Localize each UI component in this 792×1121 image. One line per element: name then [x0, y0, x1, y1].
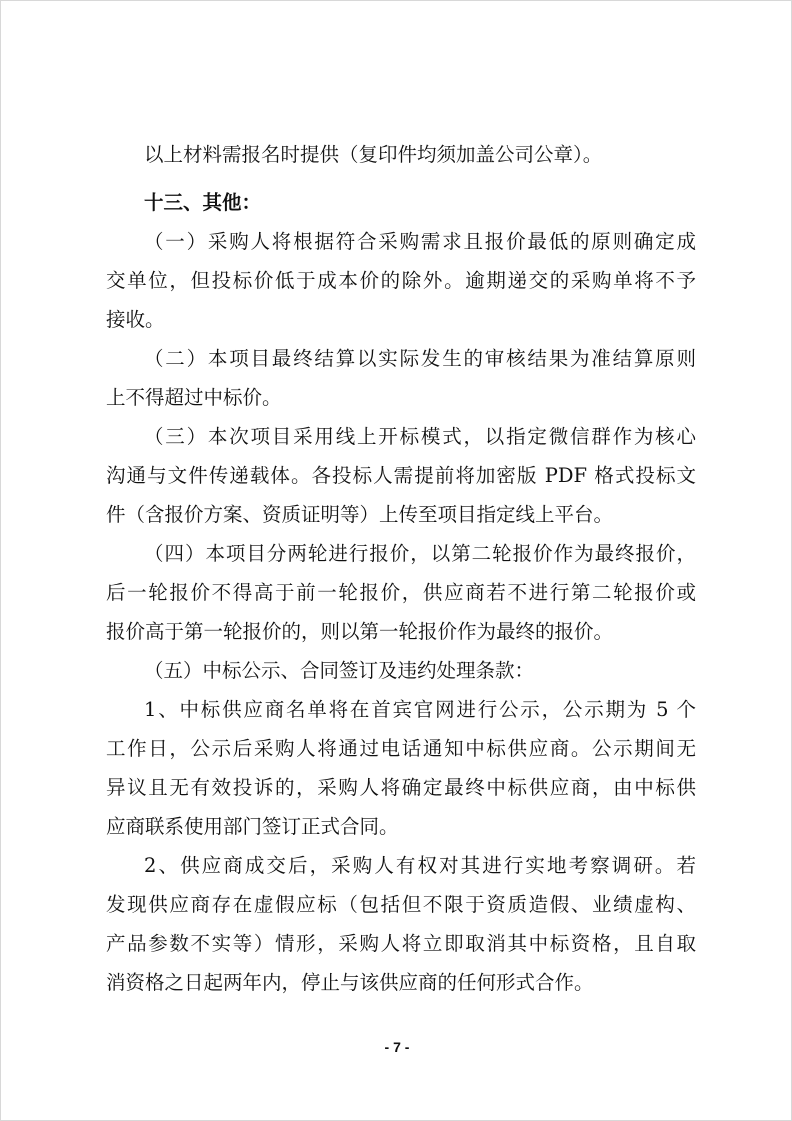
clause-1-line-1: （一）采购人将根据符合采购需求且报价最低的原则确定成 — [144, 230, 696, 253]
item-2-line-4: 消资格之日起两年内，停止与该供应商的任何形式合作。 — [106, 971, 594, 994]
paragraph-materials-note: 以上材料需报名时提供（复印件均须加盖公司公章）。 — [144, 143, 603, 166]
clause-5-heading: （五）中标公示、合同签订及违约处理条款： — [144, 659, 535, 682]
item-2-line-1: 2、供应商成交后，采购人有权对其进行实地考察调研。若 — [144, 854, 696, 877]
clause-4-line-2: 后一轮报价不得高于前一轮报价，供应商若不进行第二轮报价或 — [106, 581, 696, 604]
clause-1-line-3: 接收。 — [106, 308, 165, 331]
item-1-line-1: 1、中标供应商名单将在首宾官网进行公示，公示期为 5 个 — [144, 698, 696, 721]
clause-4-line-3: 报价高于第一轮报价的，则以第一轮报价作为最终的报价。 — [106, 620, 614, 643]
clause-1-line-2: 交单位，但投标价低于成本价的除外。逾期递交的采购单将不予 — [106, 269, 696, 292]
clause-4-line-1: （四）本项目分两轮进行报价，以第二轮报价作为最终报价， — [144, 542, 696, 565]
clause-2-line-1: （二）本项目最终结算以实际发生的审核结果为准结算原则 — [144, 347, 696, 370]
item-2-line-3: 产品参数不实等）情形，采购人将立即取消其中标资格，且自取 — [106, 932, 696, 955]
item-1-line-2: 工作日，公示后采购人将通过电话通知中标供应商。公示期间无 — [106, 737, 696, 760]
item-1-line-3: 异议且无有效投诉的，采购人将确定最终中标供应商，由中标供 — [106, 776, 696, 799]
clause-2-line-2: 上不得超过中标价。 — [106, 386, 282, 409]
item-2-line-2: 发现供应商存在虚假应标（包括但不限于资质造假、业绩虚构、 — [106, 893, 696, 916]
section-heading-other: 十三、其他： — [144, 191, 262, 214]
page-number: - 7 - — [384, 1039, 410, 1055]
item-1-line-4: 应商联系使用部门签订正式合同。 — [106, 815, 399, 838]
clause-3-line-3: 件（含报价方案、资质证明等）上传至项目指定线上平台。 — [106, 503, 614, 526]
clause-3-line-1: （三）本次项目采用线上开标模式，以指定微信群作为核心 — [144, 425, 696, 448]
clause-3-line-2: 沟通与文件传递载体。各投标人需提前将加密版 PDF 格式投标文 — [106, 464, 696, 487]
